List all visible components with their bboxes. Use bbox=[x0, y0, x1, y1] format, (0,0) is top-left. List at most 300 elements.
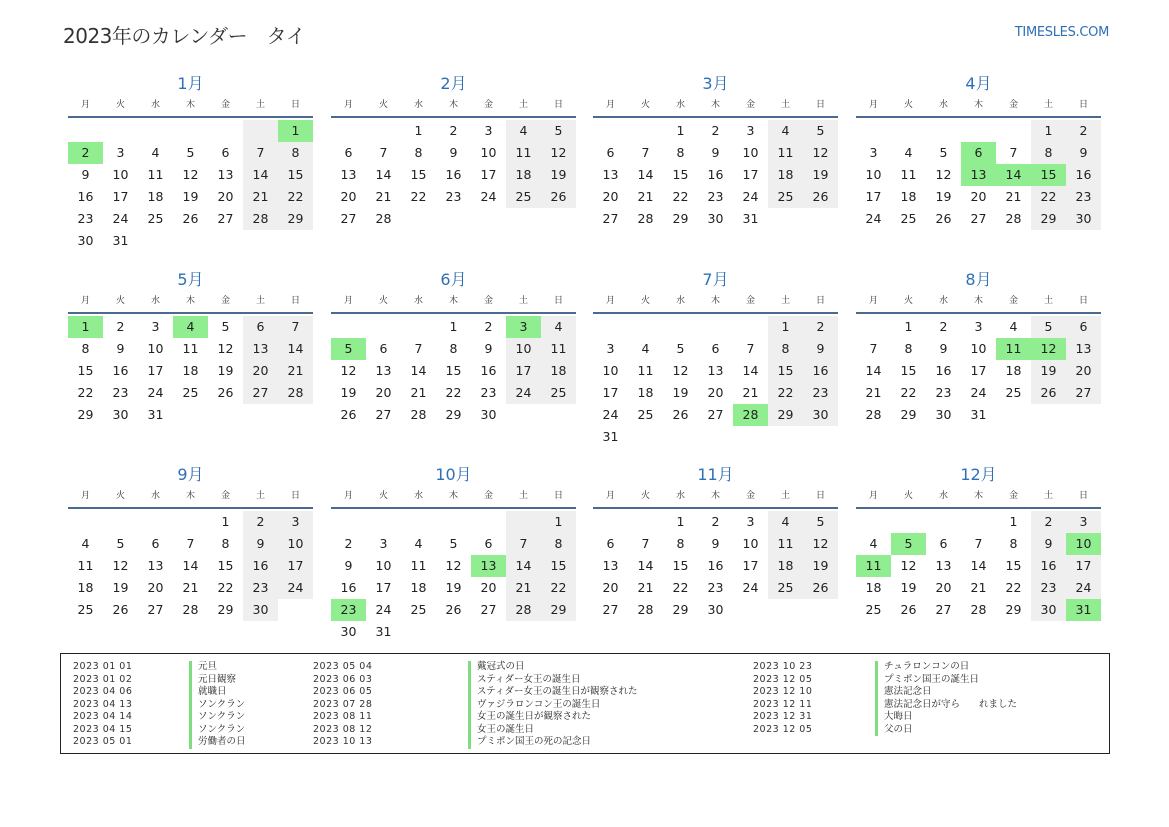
day-cell: 9 bbox=[1031, 533, 1066, 555]
month-block bbox=[856, 464, 1101, 621]
day-cell: 28 bbox=[278, 382, 313, 404]
weekday-label: 日 bbox=[815, 296, 825, 306]
day-cell: 9 bbox=[449, 145, 458, 160]
day-cell: 3 bbox=[151, 319, 160, 334]
day-cell: 22 bbox=[1005, 580, 1022, 595]
day-cell: 8 bbox=[676, 145, 685, 160]
day-cell: 19 bbox=[541, 164, 576, 186]
day-cell: 1 bbox=[1031, 120, 1066, 142]
day-cell: 22 bbox=[410, 189, 427, 204]
weekday-label: 土 bbox=[255, 296, 265, 306]
day-cell: 23 bbox=[707, 189, 724, 204]
day-cell: 13 bbox=[602, 558, 619, 573]
day-cell: 13 bbox=[935, 558, 952, 573]
weekday-label: 月 bbox=[80, 491, 90, 501]
weekday-label: 月 bbox=[605, 100, 615, 110]
day-cell: 17 bbox=[112, 189, 129, 204]
weekday-label: 月 bbox=[868, 100, 878, 110]
month-block bbox=[68, 269, 313, 426]
day-cell: 22 bbox=[77, 385, 94, 400]
day-cell: 8 bbox=[676, 536, 685, 551]
holiday-name: ソンクラン bbox=[189, 699, 246, 712]
day-cell: 13 bbox=[602, 167, 619, 182]
day-cell: 4 bbox=[541, 316, 576, 338]
day-cell: 14 bbox=[506, 555, 541, 577]
day-cell: 23 bbox=[1031, 577, 1066, 599]
empty-cell bbox=[891, 120, 926, 142]
day-cell: 9 bbox=[939, 341, 948, 356]
day-grid bbox=[856, 511, 1101, 621]
empty-cell bbox=[891, 511, 926, 533]
day-cell: 30 bbox=[707, 211, 724, 226]
day-cell: 1 bbox=[449, 319, 458, 334]
legend-names-col-2 bbox=[468, 661, 638, 749]
day-cell: 29 bbox=[672, 602, 689, 617]
day-cell: 24 bbox=[1066, 577, 1101, 599]
day-cell: 5 bbox=[221, 319, 230, 334]
day-cell: 18 bbox=[147, 189, 164, 204]
weekday-label: 金 bbox=[220, 296, 230, 306]
empty-cell bbox=[506, 511, 541, 533]
day-cell: 11 bbox=[147, 167, 164, 182]
day-cell: 17 bbox=[865, 189, 882, 204]
day-cell: 14 bbox=[742, 363, 759, 378]
day-cell: 13 bbox=[707, 363, 724, 378]
day-cell: 27 bbox=[935, 602, 952, 617]
weekday-label: 火 bbox=[640, 100, 650, 110]
weekday-label: 水 bbox=[938, 100, 948, 110]
day-cell: 4 bbox=[869, 536, 878, 551]
day-grid bbox=[856, 120, 1101, 230]
day-cell: 6 bbox=[606, 536, 615, 551]
weekday-label: 水 bbox=[938, 296, 948, 306]
day-cell: 3 bbox=[379, 536, 388, 551]
day-cell: 9 bbox=[1066, 142, 1101, 164]
day-cell: 3 bbox=[116, 145, 125, 160]
day-cell: 21 bbox=[637, 580, 654, 595]
holiday-date: 2023 12 10 bbox=[753, 686, 813, 697]
empty-cell bbox=[698, 316, 733, 338]
holiday-day-cell: 13 bbox=[961, 164, 996, 186]
day-cell: 29 bbox=[445, 407, 462, 422]
holiday-date: 2023 10 23 bbox=[753, 661, 813, 672]
day-cell: 6 bbox=[1066, 316, 1101, 338]
weekday-label: 火 bbox=[115, 491, 125, 501]
day-cell: 20 bbox=[340, 189, 357, 204]
weekday-label: 日 bbox=[290, 491, 300, 501]
day-cell: 21 bbox=[243, 186, 278, 208]
day-cell: 1 bbox=[676, 123, 685, 138]
day-cell: 19 bbox=[112, 580, 129, 595]
day-cell: 13 bbox=[217, 167, 234, 182]
holiday-date: 2023 07 28 bbox=[313, 698, 373, 710]
holiday-name: 憲法記念日が守ら れました bbox=[875, 699, 1017, 712]
weekday-label: 水 bbox=[150, 296, 160, 306]
day-cell: 23 bbox=[1066, 186, 1101, 208]
day-cell: 9 bbox=[711, 536, 720, 551]
day-cell: 18 bbox=[410, 580, 427, 595]
day-cell: 1 bbox=[221, 514, 230, 529]
day-cell: 21 bbox=[375, 189, 392, 204]
day-cell: 31 bbox=[375, 624, 392, 639]
day-cell: 27 bbox=[375, 407, 392, 422]
day-cell: 20 bbox=[707, 385, 724, 400]
day-cell: 3 bbox=[1066, 511, 1101, 533]
empty-cell bbox=[593, 120, 628, 142]
weekday-label: 金 bbox=[220, 491, 230, 501]
weekday-label: 火 bbox=[903, 491, 913, 501]
day-cell: 25 bbox=[506, 186, 541, 208]
day-cell: 2 bbox=[1066, 120, 1101, 142]
holiday-day-cell: 3 bbox=[506, 316, 541, 338]
day-cell: 19 bbox=[672, 385, 689, 400]
day-cell: 2 bbox=[449, 123, 458, 138]
weekday-label: 木 bbox=[448, 491, 458, 501]
day-cell: 10 bbox=[375, 558, 392, 573]
day-cell: 10 bbox=[970, 341, 987, 356]
day-cell: 8 bbox=[278, 142, 313, 164]
day-cell: 17 bbox=[480, 167, 497, 182]
day-cell: 9 bbox=[81, 167, 90, 182]
day-cell: 14 bbox=[970, 558, 987, 573]
holiday-date: 2023 04 15 bbox=[73, 723, 133, 735]
empty-cell bbox=[663, 316, 698, 338]
day-cell: 28 bbox=[637, 211, 654, 226]
holiday-name: プミポン国王の誕生日 bbox=[875, 674, 1017, 687]
day-cell: 12 bbox=[182, 167, 199, 182]
day-cell: 14 bbox=[182, 558, 199, 573]
day-cell: 20 bbox=[970, 189, 987, 204]
holiday-name: 大晦日 bbox=[875, 711, 1017, 724]
day-cell: 6 bbox=[606, 145, 615, 160]
day-cell: 16 bbox=[340, 580, 357, 595]
holiday-day-cell: 4 bbox=[173, 316, 208, 338]
day-cell: 12 bbox=[112, 558, 129, 573]
empty-cell bbox=[926, 120, 961, 142]
day-cell: 21 bbox=[1005, 189, 1022, 204]
day-cell: 11 bbox=[541, 338, 576, 360]
day-cell: 18 bbox=[768, 164, 803, 186]
empty-cell bbox=[366, 120, 401, 142]
day-cell: 21 bbox=[182, 580, 199, 595]
day-cell: 14 bbox=[278, 338, 313, 360]
weekday-label: 金 bbox=[745, 296, 755, 306]
holiday-name: スティダー女王の誕生日 bbox=[468, 674, 638, 687]
day-cell: 28 bbox=[865, 407, 882, 422]
day-cell: 17 bbox=[1066, 555, 1101, 577]
month-title: 7月 bbox=[702, 270, 729, 289]
holiday-date: 2023 06 03 bbox=[313, 673, 373, 685]
day-cell: 16 bbox=[480, 363, 497, 378]
day-cell: 26 bbox=[340, 407, 357, 422]
weekday-label: 日 bbox=[1078, 491, 1088, 501]
holiday-day-cell: 12 bbox=[1031, 338, 1066, 360]
day-cell: 29 bbox=[672, 211, 689, 226]
month-title: 12月 bbox=[960, 465, 997, 484]
day-cell: 12 bbox=[803, 533, 838, 555]
weekday-header bbox=[331, 95, 576, 118]
day-cell: 19 bbox=[1031, 360, 1066, 382]
weekday-header bbox=[68, 95, 313, 118]
day-cell: 2 bbox=[484, 319, 493, 334]
day-cell: 8 bbox=[1031, 142, 1066, 164]
weekday-label: 土 bbox=[518, 100, 528, 110]
day-cell: 18 bbox=[182, 363, 199, 378]
holiday-day-cell: 23 bbox=[331, 599, 366, 621]
day-cell: 18 bbox=[541, 360, 576, 382]
day-cell: 1 bbox=[541, 511, 576, 533]
day-cell: 11 bbox=[900, 167, 917, 182]
day-cell: 25 bbox=[77, 602, 94, 617]
day-cell: 4 bbox=[1009, 319, 1018, 334]
weekday-header bbox=[331, 291, 576, 314]
month-block bbox=[331, 269, 576, 426]
day-cell: 26 bbox=[935, 211, 952, 226]
day-grid bbox=[593, 120, 838, 230]
day-cell: 29 bbox=[768, 404, 803, 426]
day-cell: 29 bbox=[541, 599, 576, 621]
day-cell: 29 bbox=[77, 407, 94, 422]
day-cell: 30 bbox=[480, 407, 497, 422]
holiday-date: 2023 08 11 bbox=[313, 711, 373, 722]
weekday-header bbox=[68, 486, 313, 509]
holiday-date: 2023 12 05 bbox=[753, 673, 813, 685]
weekday-label: 金 bbox=[1008, 491, 1018, 501]
holiday-name: ソンクラン bbox=[189, 724, 246, 737]
day-cell: 15 bbox=[672, 558, 689, 573]
holiday-date: 2023 04 13 bbox=[73, 698, 133, 710]
day-cell: 3 bbox=[278, 511, 313, 533]
day-cell: 10 bbox=[278, 533, 313, 555]
empty-cell bbox=[103, 511, 138, 533]
day-cell: 27 bbox=[970, 211, 987, 226]
day-cell: 7 bbox=[869, 341, 878, 356]
day-cell: 16 bbox=[1031, 555, 1066, 577]
weekday-label: 月 bbox=[343, 296, 353, 306]
day-cell: 7 bbox=[641, 145, 650, 160]
holiday-day-cell: 1 bbox=[68, 316, 103, 338]
weekday-label: 水 bbox=[413, 100, 423, 110]
day-cell: 18 bbox=[768, 555, 803, 577]
day-cell: 2 bbox=[116, 319, 125, 334]
holiday-date: 2023 05 04 bbox=[313, 661, 373, 672]
day-cell: 10 bbox=[147, 341, 164, 356]
weekday-label: 土 bbox=[255, 491, 265, 501]
weekday-label: 火 bbox=[903, 100, 913, 110]
weekday-label: 金 bbox=[745, 100, 755, 110]
day-grid bbox=[331, 511, 576, 643]
page-title: 2023年のカレンダー タイ bbox=[63, 24, 306, 48]
weekday-label: 金 bbox=[1008, 100, 1018, 110]
month-title: 10月 bbox=[435, 465, 472, 484]
day-cell: 29 bbox=[278, 208, 313, 230]
day-cell: 25 bbox=[1005, 385, 1022, 400]
day-cell: 24 bbox=[602, 407, 619, 422]
month-title: 2月 bbox=[440, 74, 467, 93]
day-cell: 31 bbox=[112, 233, 129, 248]
holiday-date: 2023 12 11 bbox=[753, 698, 813, 710]
empty-cell bbox=[331, 511, 366, 533]
day-cell: 20 bbox=[243, 360, 278, 382]
weekday-label: 火 bbox=[378, 491, 388, 501]
holiday-date: 2023 05 01 bbox=[73, 736, 133, 747]
weekday-label: 月 bbox=[80, 100, 90, 110]
day-cell: 21 bbox=[970, 580, 987, 595]
day-cell: 29 bbox=[1005, 602, 1022, 617]
holiday-name: 就職日 bbox=[189, 686, 246, 699]
day-cell: 21 bbox=[506, 577, 541, 599]
holiday-date: 2023 04 14 bbox=[73, 711, 133, 722]
day-cell: 12 bbox=[217, 341, 234, 356]
day-cell: 2 bbox=[1031, 511, 1066, 533]
day-cell: 2 bbox=[939, 319, 948, 334]
site-name: TIMESLES.COM bbox=[1014, 25, 1109, 40]
day-cell: 17 bbox=[278, 555, 313, 577]
weekday-label: 火 bbox=[640, 491, 650, 501]
day-cell: 9 bbox=[803, 338, 838, 360]
day-cell: 8 bbox=[221, 536, 230, 551]
weekday-label: 木 bbox=[973, 296, 983, 306]
day-cell: 20 bbox=[375, 385, 392, 400]
day-cell: 11 bbox=[410, 558, 427, 573]
month-title: 8月 bbox=[965, 270, 992, 289]
day-cell: 13 bbox=[375, 363, 392, 378]
weekday-label: 水 bbox=[150, 491, 160, 501]
weekday-label: 木 bbox=[448, 296, 458, 306]
weekday-label: 日 bbox=[553, 296, 563, 306]
day-cell: 27 bbox=[340, 211, 357, 226]
day-cell: 29 bbox=[217, 602, 234, 617]
day-cell: 14 bbox=[375, 167, 392, 182]
empty-cell bbox=[593, 316, 628, 338]
weekday-label: 日 bbox=[1078, 100, 1088, 110]
day-cell: 18 bbox=[1005, 363, 1022, 378]
weekday-header bbox=[331, 486, 576, 509]
weekday-header bbox=[856, 486, 1101, 509]
day-cell: 19 bbox=[900, 580, 917, 595]
day-cell: 22 bbox=[1031, 186, 1066, 208]
empty-cell bbox=[366, 511, 401, 533]
empty-cell bbox=[208, 120, 243, 142]
day-cell: 4 bbox=[506, 120, 541, 142]
day-cell: 24 bbox=[865, 211, 882, 226]
legend-names-col-1 bbox=[189, 661, 246, 749]
day-cell: 21 bbox=[742, 385, 759, 400]
day-cell: 16 bbox=[445, 167, 462, 182]
day-cell: 26 bbox=[803, 186, 838, 208]
day-cell: 21 bbox=[278, 360, 313, 382]
day-cell: 24 bbox=[147, 385, 164, 400]
day-cell: 22 bbox=[217, 580, 234, 595]
day-cell: 7 bbox=[506, 533, 541, 555]
day-cell: 16 bbox=[935, 363, 952, 378]
day-cell: 21 bbox=[865, 385, 882, 400]
day-cell: 22 bbox=[278, 186, 313, 208]
day-grid bbox=[68, 316, 313, 426]
weekday-label: 金 bbox=[220, 100, 230, 110]
empty-cell bbox=[138, 120, 173, 142]
day-cell: 16 bbox=[803, 360, 838, 382]
day-cell: 28 bbox=[637, 602, 654, 617]
day-cell: 1 bbox=[768, 316, 803, 338]
day-cell: 3 bbox=[746, 123, 755, 138]
empty-cell bbox=[961, 120, 996, 142]
day-cell: 19 bbox=[803, 555, 838, 577]
weekday-label: 木 bbox=[185, 100, 195, 110]
day-cell: 10 bbox=[602, 363, 619, 378]
holiday-day-cell: 28 bbox=[733, 404, 768, 426]
day-cell: 19 bbox=[803, 164, 838, 186]
weekday-label: 金 bbox=[483, 100, 493, 110]
weekday-label: 水 bbox=[150, 100, 160, 110]
day-cell: 25 bbox=[541, 382, 576, 404]
day-cell: 31 bbox=[742, 211, 759, 226]
day-cell: 30 bbox=[1031, 599, 1066, 621]
month-block bbox=[68, 464, 313, 621]
day-cell: 14 bbox=[410, 363, 427, 378]
weekday-label: 日 bbox=[290, 100, 300, 110]
holiday-date: 2023 01 01 bbox=[73, 661, 133, 672]
empty-cell bbox=[961, 511, 996, 533]
day-cell: 15 bbox=[672, 167, 689, 182]
weekday-label: 土 bbox=[255, 100, 265, 110]
day-cell: 8 bbox=[414, 145, 423, 160]
day-cell: 26 bbox=[541, 186, 576, 208]
empty-cell bbox=[593, 511, 628, 533]
weekday-label: 土 bbox=[1043, 296, 1053, 306]
holiday-date: 2023 01 02 bbox=[73, 673, 133, 685]
weekday-label: 月 bbox=[605, 296, 615, 306]
day-cell: 9 bbox=[116, 341, 125, 356]
holiday-date: 2023 06 05 bbox=[313, 686, 373, 697]
weekday-label: 木 bbox=[710, 491, 720, 501]
weekday-label: 日 bbox=[553, 100, 563, 110]
day-cell: 22 bbox=[900, 385, 917, 400]
day-cell: 26 bbox=[900, 602, 917, 617]
day-cell: 30 bbox=[243, 599, 278, 621]
day-cell: 31 bbox=[970, 407, 987, 422]
day-cell: 23 bbox=[243, 577, 278, 599]
month-block bbox=[593, 269, 838, 448]
day-cell: 25 bbox=[147, 211, 164, 226]
day-cell: 16 bbox=[112, 363, 129, 378]
holiday-name: 戴冠式の日 bbox=[468, 661, 638, 674]
weekday-label: 木 bbox=[710, 296, 720, 306]
day-cell: 19 bbox=[445, 580, 462, 595]
weekday-label: 月 bbox=[343, 100, 353, 110]
holiday-name: 労働者の日 bbox=[189, 736, 246, 749]
holiday-name: チュラロンコンの日 bbox=[875, 661, 1017, 674]
weekday-label: 火 bbox=[115, 296, 125, 306]
day-cell: 20 bbox=[217, 189, 234, 204]
day-cell: 19 bbox=[340, 385, 357, 400]
day-cell: 7 bbox=[186, 536, 195, 551]
day-cell: 21 bbox=[410, 385, 427, 400]
weekday-label: 月 bbox=[868, 296, 878, 306]
month-title: 4月 bbox=[965, 74, 992, 93]
day-cell: 30 bbox=[112, 407, 129, 422]
day-cell: 14 bbox=[637, 558, 654, 573]
day-cell: 10 bbox=[480, 145, 497, 160]
holiday-name: スティダー女王の誕生日が観察された bbox=[468, 686, 638, 699]
day-cell: 15 bbox=[217, 558, 234, 573]
weekday-label: 月 bbox=[343, 491, 353, 501]
month-block bbox=[593, 73, 838, 230]
day-cell: 4 bbox=[904, 145, 913, 160]
day-cell: 24 bbox=[375, 602, 392, 617]
holiday-day-cell: 11 bbox=[996, 338, 1031, 360]
day-cell: 30 bbox=[1066, 208, 1101, 230]
